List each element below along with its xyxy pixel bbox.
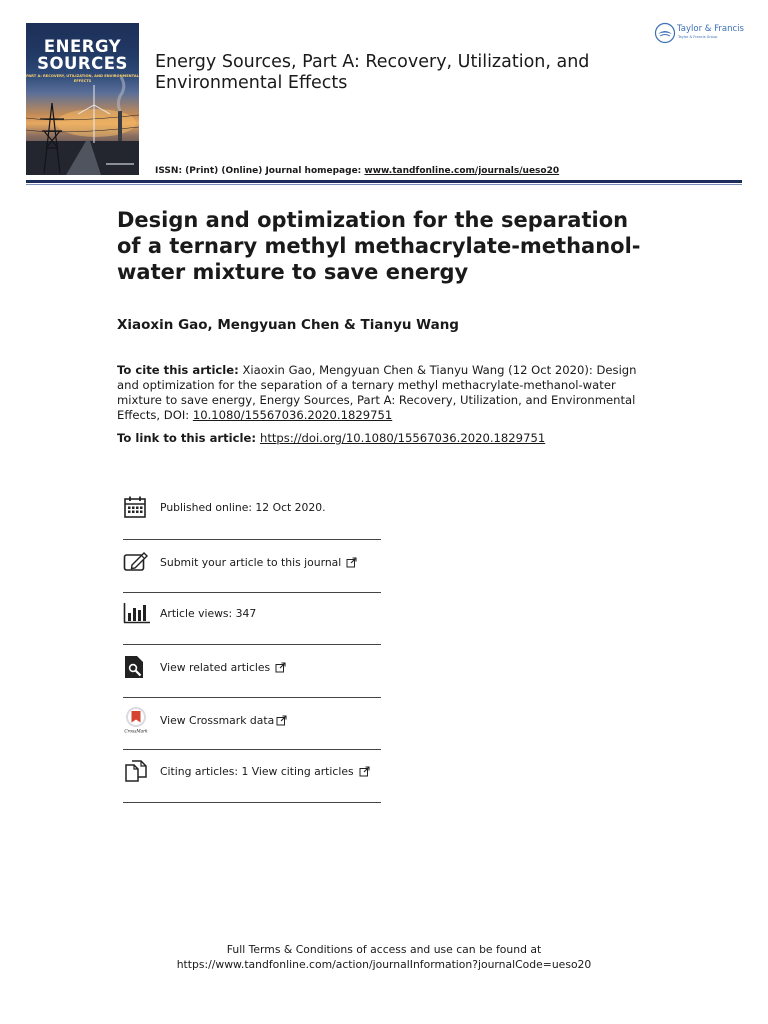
journal-homepage-link[interactable]: www.tandfonline.com/journals/ueso20	[364, 166, 560, 176]
cite-label: To cite this article:	[117, 363, 239, 377]
header-rule	[26, 180, 742, 183]
external-link-icon	[359, 766, 370, 777]
external-link-icon	[346, 557, 357, 568]
external-link-icon	[275, 662, 286, 673]
publisher-name: Taylor & Francis	[677, 24, 744, 34]
cover-subtitle: PART A: RECOVERY, UTILIZATION, AND ENVIRONMENTAL EFFECTS	[26, 74, 139, 83]
related-articles-row[interactable]	[123, 641, 381, 693]
crossmark-link[interactable]: View Crossmark data	[160, 713, 275, 727]
crossmark-row[interactable]	[123, 694, 381, 746]
published-online-row	[123, 481, 381, 533]
journal-title: Energy Sources, Part A: Recovery, Utilization, and Environmental Effects	[155, 52, 590, 93]
article-title: Design and optimization for the separation of a ternary methyl methacrylate-methanol-water mixture to save energy	[117, 208, 641, 284]
cover-header-band	[26, 23, 139, 33]
header-rule-thin	[26, 184, 742, 185]
article-url-link[interactable]: https://doi.org/10.1080/15567036.2020.1829751	[259, 431, 546, 445]
related-articles-link[interactable]: View related articles	[160, 660, 271, 674]
citation-block	[117, 363, 642, 423]
terms-line: Full Terms & Conditions of access and use can be found at	[226, 943, 542, 956]
article-authors: Xiaoxin Gao, Mengyuan Chen & Tianyu Wang	[117, 317, 459, 333]
cite-text: Xiaoxin Gao, Mengyuan Chen & Tianyu Wang (12 Oct 2020): Design and optimization for the separation of a ternary methyl methacrylate-methanol-water mixture to save energy, Energy Sources, Part A: Recovery, Utilization, and Environmental Effects, DOI:	[117, 363, 637, 422]
terms-footer	[0, 942, 768, 972]
article-link-block	[117, 431, 642, 445]
citing-documents-icon	[123, 756, 155, 786]
submit-article-row[interactable]	[123, 536, 381, 588]
calendar-icon	[123, 492, 155, 522]
issn-prefix: ISSN: (Print) (Online) Journal homepage:	[155, 166, 365, 176]
cover-title-line1: ENERGY	[43, 37, 122, 56]
info-divider	[123, 802, 381, 803]
cover-title-line2: SOURCES	[37, 54, 128, 73]
bar-chart-icon	[123, 598, 155, 628]
journal-cover-image	[26, 23, 139, 175]
crossmark-icon	[123, 705, 155, 735]
article-views-row	[123, 587, 381, 639]
taylor-francis-logo-icon[interactable]	[654, 22, 676, 44]
document-search-icon	[123, 652, 155, 682]
edit-icon	[123, 547, 155, 577]
citing-articles-link[interactable]: Citing articles: 1 View citing articles	[160, 764, 354, 778]
external-link-icon	[276, 715, 287, 726]
link-label: To link to this article:	[117, 431, 256, 445]
citing-articles-row[interactable]	[123, 745, 381, 797]
publisher-group: Taylor & Francis Group	[678, 35, 718, 39]
terms-url[interactable]: https://www.tandfonline.com/action/journalInformation?journalCode=ueso20	[176, 958, 592, 971]
crossmark-logo-text: CrossMark	[124, 728, 148, 734]
issn-line	[155, 166, 559, 176]
published-online-text: Published online: 12 Oct 2020.	[160, 500, 326, 514]
article-views-text: Article views: 347	[160, 606, 257, 620]
doi-link[interactable]: 10.1080/15567036.2020.1829751	[192, 408, 393, 422]
submit-article-link[interactable]: Submit your article to this journal	[160, 555, 342, 569]
